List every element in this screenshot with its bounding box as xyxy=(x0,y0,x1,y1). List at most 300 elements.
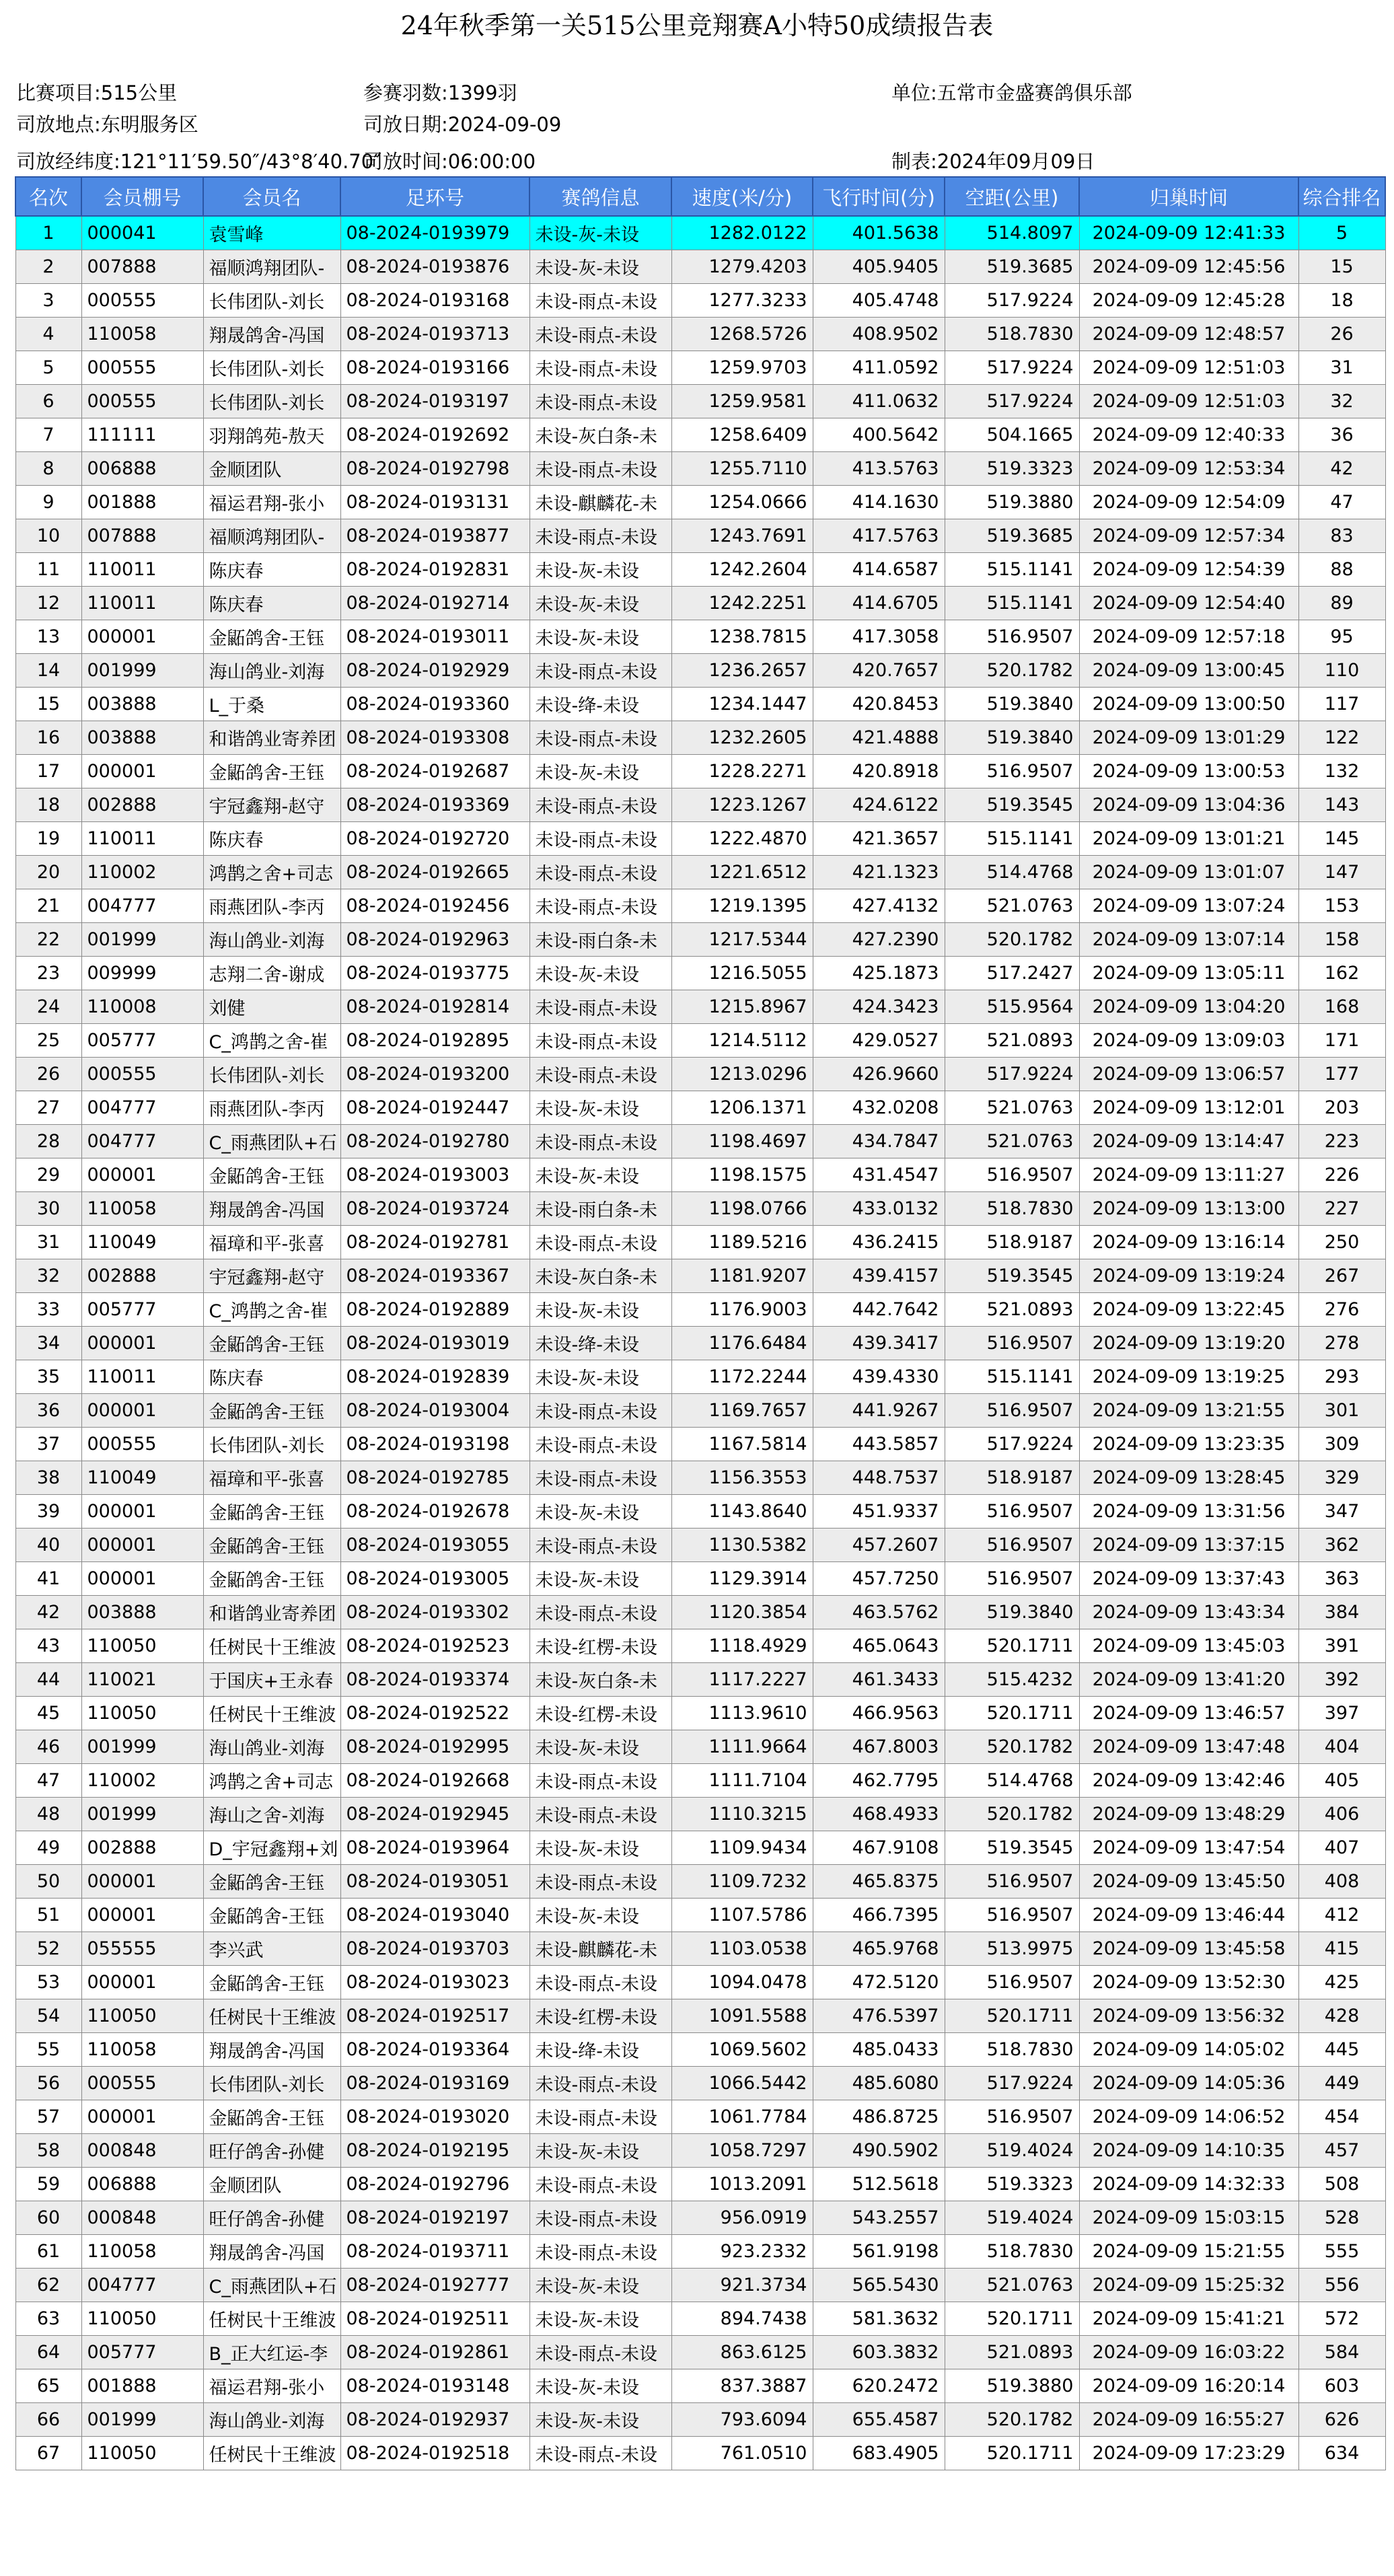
cell-flight-time: 485.0433 xyxy=(813,2032,945,2066)
cell-overall-rank: 223 xyxy=(1298,1124,1385,1158)
cell-rank: 10 xyxy=(15,519,81,552)
table-row xyxy=(15,1292,1385,1326)
cell-rank: 54 xyxy=(15,1999,81,2032)
cell-speed: 1259.9703 xyxy=(671,351,813,384)
cell-flight-time: 465.0643 xyxy=(813,1629,945,1662)
cell-arrival-time: 2024-09-09 13:11:27 xyxy=(1079,1158,1298,1191)
cell-member-name: 海山鸽业-刘海 xyxy=(203,922,340,956)
cell-rank: 60 xyxy=(15,2201,81,2234)
table-row xyxy=(15,1360,1385,1393)
cell-member-name: 翔晟鸽舍-冯国 xyxy=(203,2234,340,2268)
cell-overall-rank: 89 xyxy=(1298,586,1385,620)
cell-arrival-time: 2024-09-09 13:00:50 xyxy=(1079,687,1298,721)
cell-rank: 44 xyxy=(15,1662,81,1696)
cell-bird-info: 未设-灰-未设 xyxy=(529,1831,671,1864)
cell-speed: 1259.9581 xyxy=(671,384,813,418)
cell-rank: 33 xyxy=(15,1292,81,1326)
release-place: 司放地点:东明服务区 xyxy=(16,113,198,136)
cell-flight-time: 451.9337 xyxy=(813,1494,945,1528)
entry-count: 参赛羽数:1399羽 xyxy=(363,81,517,104)
cell-distance: 515.1141 xyxy=(945,586,1079,620)
cell-arrival-time: 2024-09-09 13:31:56 xyxy=(1079,1494,1298,1528)
cell-member-name: 长伟团队-刘长 xyxy=(203,283,340,317)
cell-member-name: 和谐鸽业寄养团 xyxy=(203,721,340,754)
cell-ring-no: 08-2024-0193703 xyxy=(340,1931,529,1965)
cell-distance: 516.9507 xyxy=(945,2100,1079,2133)
cell-loft-no: 004777 xyxy=(81,2268,203,2302)
cell-distance: 519.3323 xyxy=(945,451,1079,485)
cell-bird-info: 未设-雨白条-未 xyxy=(529,1191,671,1225)
cell-ring-no: 08-2024-0193168 xyxy=(340,283,529,317)
cell-speed: 1120.3854 xyxy=(671,1595,813,1629)
cell-bird-info: 未设-灰-未设 xyxy=(529,1158,671,1191)
cell-rank: 27 xyxy=(15,1091,81,1124)
cell-ring-no: 08-2024-0192831 xyxy=(340,552,529,586)
table-row xyxy=(15,1191,1385,1225)
cell-arrival-time: 2024-09-09 12:51:03 xyxy=(1079,351,1298,384)
cell-overall-rank: 47 xyxy=(1298,485,1385,519)
cell-rank: 55 xyxy=(15,2032,81,2066)
cell-overall-rank: 132 xyxy=(1298,754,1385,788)
cell-distance: 520.1711 xyxy=(945,1696,1079,1730)
cell-rank: 59 xyxy=(15,2167,81,2201)
cell-flight-time: 436.2415 xyxy=(813,1225,945,1259)
cell-ring-no: 08-2024-0193198 xyxy=(340,1427,529,1461)
table-row xyxy=(15,1864,1385,1898)
cell-bird-info: 未设-雨点-未设 xyxy=(529,990,671,1023)
cell-overall-rank: 425 xyxy=(1298,1965,1385,1999)
cell-ring-no: 08-2024-0193877 xyxy=(340,519,529,552)
table-row xyxy=(15,2100,1385,2133)
cell-distance: 515.4232 xyxy=(945,1662,1079,1696)
cell-flight-time: 467.8003 xyxy=(813,1730,945,1763)
cell-distance: 519.3545 xyxy=(945,1831,1079,1864)
cell-distance: 519.3840 xyxy=(945,1595,1079,1629)
cell-rank: 24 xyxy=(15,990,81,1023)
cell-overall-rank: 203 xyxy=(1298,1091,1385,1124)
table-row xyxy=(15,956,1385,990)
cell-member-name: 海山鸽业-刘海 xyxy=(203,1730,340,1763)
cell-speed: 1268.5726 xyxy=(671,317,813,351)
cell-member-name: C_鸿鹊之舍-崔 xyxy=(203,1023,340,1057)
cell-flight-time: 467.9108 xyxy=(813,1831,945,1864)
cell-loft-no: 001888 xyxy=(81,485,203,519)
cell-arrival-time: 2024-09-09 13:45:03 xyxy=(1079,1629,1298,1662)
cell-arrival-time: 2024-09-09 13:46:44 xyxy=(1079,1898,1298,1931)
cell-speed: 1216.5055 xyxy=(671,956,813,990)
cell-speed: 1215.8967 xyxy=(671,990,813,1023)
cell-ring-no: 08-2024-0192839 xyxy=(340,1360,529,1393)
cell-rank: 25 xyxy=(15,1023,81,1057)
cell-distance: 517.9224 xyxy=(945,2066,1079,2100)
cell-overall-rank: 26 xyxy=(1298,317,1385,351)
cell-member-name: 福顺鸿翔团队- xyxy=(203,519,340,552)
cell-loft-no: 110002 xyxy=(81,855,203,889)
cell-rank: 36 xyxy=(15,1393,81,1427)
cell-arrival-time: 2024-09-09 15:03:15 xyxy=(1079,2201,1298,2234)
cell-bird-info: 未设-灰-未设 xyxy=(529,1091,671,1124)
cell-distance: 516.9507 xyxy=(945,754,1079,788)
cell-member-name: 金鼫鸽舍-王钰 xyxy=(203,1326,340,1360)
cell-speed: 1234.1447 xyxy=(671,687,813,721)
table-row xyxy=(15,418,1385,451)
cell-loft-no: 004777 xyxy=(81,1124,203,1158)
report-title: 24年秋季第一关515公里竞翔赛A小特50成绩报告表 xyxy=(400,11,994,40)
col-loft-no: 会员棚号 xyxy=(81,177,203,216)
cell-bird-info: 未设-雨点-未设 xyxy=(529,1797,671,1831)
cell-loft-no: 110011 xyxy=(81,1360,203,1393)
cell-rank: 30 xyxy=(15,1191,81,1225)
cell-rank: 50 xyxy=(15,1864,81,1898)
cell-overall-rank: 301 xyxy=(1298,1393,1385,1427)
cell-overall-rank: 384 xyxy=(1298,1595,1385,1629)
cell-overall-rank: 250 xyxy=(1298,1225,1385,1259)
cell-ring-no: 08-2024-0193302 xyxy=(340,1595,529,1629)
cell-member-name: 宇冠鑫翔-赵守 xyxy=(203,788,340,821)
cell-arrival-time: 2024-09-09 13:21:55 xyxy=(1079,1393,1298,1427)
cell-member-name: 雨燕团队-李丙 xyxy=(203,1091,340,1124)
cell-member-name: 陈庆春 xyxy=(203,586,340,620)
cell-loft-no: 003888 xyxy=(81,1595,203,1629)
cell-distance: 519.3685 xyxy=(945,519,1079,552)
cell-flight-time: 425.1873 xyxy=(813,956,945,990)
cell-arrival-time: 2024-09-09 13:37:15 xyxy=(1079,1528,1298,1561)
table-row xyxy=(15,1931,1385,1965)
cell-flight-time: 441.9267 xyxy=(813,1393,945,1427)
cell-bird-info: 未设-雨点-未设 xyxy=(529,1124,671,1158)
cell-bird-info: 未设-灰-未设 xyxy=(529,1360,671,1393)
cell-bird-info: 未设-灰-未设 xyxy=(529,620,671,653)
table-row xyxy=(15,620,1385,653)
cell-distance: 520.1782 xyxy=(945,2402,1079,2436)
cell-flight-time: 431.4547 xyxy=(813,1158,945,1191)
table-row xyxy=(15,519,1385,552)
cell-distance: 519.3545 xyxy=(945,1259,1079,1292)
cell-bird-info: 未设-灰-未设 xyxy=(529,1292,671,1326)
cell-member-name: 金鼫鸽舍-王钰 xyxy=(203,1864,340,1898)
cell-ring-no: 08-2024-0192197 xyxy=(340,2201,529,2234)
cell-flight-time: 476.5397 xyxy=(813,1999,945,2032)
cell-ring-no: 08-2024-0192814 xyxy=(340,990,529,1023)
cell-flight-time: 561.9198 xyxy=(813,2234,945,2268)
cell-bird-info: 未设-灰-未设 xyxy=(529,250,671,283)
cell-loft-no: 000001 xyxy=(81,1393,203,1427)
cell-member-name: 陈庆春 xyxy=(203,552,340,586)
cell-flight-time: 603.3832 xyxy=(813,2335,945,2369)
cell-member-name: 金鼫鸽舍-王钰 xyxy=(203,754,340,788)
cell-arrival-time: 2024-09-09 13:52:30 xyxy=(1079,1965,1298,1999)
cell-member-name: 雨燕团队-李丙 xyxy=(203,889,340,922)
table-row xyxy=(15,2436,1385,2470)
cell-ring-no: 08-2024-0193876 xyxy=(340,250,529,283)
cell-overall-rank: 449 xyxy=(1298,2066,1385,2100)
cell-speed: 1242.2604 xyxy=(671,552,813,586)
cell-flight-time: 655.4587 xyxy=(813,2402,945,2436)
cell-arrival-time: 2024-09-09 12:40:33 xyxy=(1079,418,1298,451)
cell-speed: 1236.2657 xyxy=(671,653,813,687)
cell-bird-info: 未设-灰-未设 xyxy=(529,2369,671,2402)
cell-overall-rank: 110 xyxy=(1298,653,1385,687)
cell-rank: 64 xyxy=(15,2335,81,2369)
cell-overall-rank: 457 xyxy=(1298,2133,1385,2167)
cell-ring-no: 08-2024-0193367 xyxy=(340,1259,529,1292)
table-row xyxy=(15,653,1385,687)
cell-ring-no: 08-2024-0192518 xyxy=(340,2436,529,2470)
cell-loft-no: 003888 xyxy=(81,687,203,721)
cell-member-name: 金鼫鸽舍-王钰 xyxy=(203,1494,340,1528)
cell-rank: 61 xyxy=(15,2234,81,2268)
cell-overall-rank: 5 xyxy=(1298,216,1385,250)
cell-speed: 1143.8640 xyxy=(671,1494,813,1528)
cell-flight-time: 411.0592 xyxy=(813,351,945,384)
cell-rank: 34 xyxy=(15,1326,81,1360)
cell-loft-no: 055555 xyxy=(81,1931,203,1965)
cell-flight-time: 442.7642 xyxy=(813,1292,945,1326)
cell-bird-info: 未设-雨点-未设 xyxy=(529,1023,671,1057)
cell-speed: 837.3887 xyxy=(671,2369,813,2402)
cell-flight-time: 405.4748 xyxy=(813,283,945,317)
cell-arrival-time: 2024-09-09 14:10:35 xyxy=(1079,2133,1298,2167)
table-row xyxy=(15,2133,1385,2167)
cell-distance: 521.0763 xyxy=(945,1091,1079,1124)
cell-member-name: 任树民十王维波 xyxy=(203,1696,340,1730)
cell-speed: 1110.3215 xyxy=(671,1797,813,1831)
cell-arrival-time: 2024-09-09 13:45:50 xyxy=(1079,1864,1298,1898)
cell-member-name: 福璋和平-张喜 xyxy=(203,1225,340,1259)
cell-loft-no: 000001 xyxy=(81,620,203,653)
cell-rank: 7 xyxy=(15,418,81,451)
cell-flight-time: 420.8918 xyxy=(813,754,945,788)
cell-loft-no: 110011 xyxy=(81,821,203,855)
cell-flight-time: 427.2390 xyxy=(813,922,945,956)
cell-speed: 1013.2091 xyxy=(671,2167,813,2201)
cell-arrival-time: 2024-09-09 13:56:32 xyxy=(1079,1999,1298,2032)
cell-rank: 23 xyxy=(15,956,81,990)
cell-loft-no: 000555 xyxy=(81,283,203,317)
cell-speed: 1219.1395 xyxy=(671,889,813,922)
cell-ring-no: 08-2024-0193004 xyxy=(340,1393,529,1427)
cell-distance: 518.9187 xyxy=(945,1225,1079,1259)
cell-speed: 1061.7784 xyxy=(671,2100,813,2133)
cell-speed: 1238.7815 xyxy=(671,620,813,653)
cell-speed: 1222.4870 xyxy=(671,821,813,855)
cell-rank: 65 xyxy=(15,2369,81,2402)
cell-speed: 1232.2605 xyxy=(671,721,813,754)
cell-member-name: D_宇冠鑫翔+刘 xyxy=(203,1831,340,1864)
cell-rank: 3 xyxy=(15,283,81,317)
cell-overall-rank: 309 xyxy=(1298,1427,1385,1461)
cell-loft-no: 110058 xyxy=(81,2032,203,2066)
cell-arrival-time: 2024-09-09 13:12:01 xyxy=(1079,1091,1298,1124)
table-row xyxy=(15,1629,1385,1662)
cell-ring-no: 08-2024-0192798 xyxy=(340,451,529,485)
cell-overall-rank: 158 xyxy=(1298,922,1385,956)
cell-arrival-time: 2024-09-09 12:53:34 xyxy=(1079,451,1298,485)
cell-member-name: 福运君翔-张小 xyxy=(203,485,340,519)
cell-overall-rank: 226 xyxy=(1298,1158,1385,1191)
cell-speed: 1176.9003 xyxy=(671,1292,813,1326)
cell-member-name: 陈庆春 xyxy=(203,1360,340,1393)
cell-ring-no: 08-2024-0192517 xyxy=(340,1999,529,2032)
cell-distance: 519.3880 xyxy=(945,485,1079,519)
table-row xyxy=(15,1999,1385,2032)
col-bird-info: 赛鸽信息 xyxy=(529,177,671,216)
cell-rank: 40 xyxy=(15,1528,81,1561)
cell-loft-no: 110050 xyxy=(81,1696,203,1730)
cell-ring-no: 08-2024-0193019 xyxy=(340,1326,529,1360)
cell-bird-info: 未设-雨点-未设 xyxy=(529,451,671,485)
table-row xyxy=(15,1124,1385,1158)
cell-member-name: 翔晟鸽舍-冯国 xyxy=(203,1191,340,1225)
table-row xyxy=(15,2402,1385,2436)
cell-overall-rank: 162 xyxy=(1298,956,1385,990)
cell-speed: 1169.7657 xyxy=(671,1393,813,1427)
cell-bird-info: 未设-雨点-未设 xyxy=(529,384,671,418)
cell-member-name: 金鼫鸽舍-王钰 xyxy=(203,1158,340,1191)
cell-speed: 863.6125 xyxy=(671,2335,813,2369)
cell-overall-rank: 397 xyxy=(1298,1696,1385,1730)
cell-rank: 21 xyxy=(15,889,81,922)
cell-overall-rank: 145 xyxy=(1298,821,1385,855)
cell-rank: 62 xyxy=(15,2268,81,2302)
cell-rank: 2 xyxy=(15,250,81,283)
cell-overall-rank: 391 xyxy=(1298,1629,1385,1662)
cell-distance: 516.9507 xyxy=(945,1965,1079,1999)
table-row xyxy=(15,2302,1385,2335)
cell-member-name: 鸿鹊之舍+司志 xyxy=(203,855,340,889)
cell-speed: 1255.7110 xyxy=(671,451,813,485)
cell-arrival-time: 2024-09-09 13:14:47 xyxy=(1079,1124,1298,1158)
cell-distance: 519.3323 xyxy=(945,2167,1079,2201)
cell-distance: 519.3545 xyxy=(945,788,1079,821)
cell-flight-time: 457.7250 xyxy=(813,1561,945,1595)
cell-loft-no: 110011 xyxy=(81,552,203,586)
cell-bird-info: 未设-红楞-未设 xyxy=(529,1999,671,2032)
cell-flight-time: 421.1323 xyxy=(813,855,945,889)
cell-arrival-time: 2024-09-09 14:32:33 xyxy=(1079,2167,1298,2201)
cell-arrival-time: 2024-09-09 13:23:35 xyxy=(1079,1427,1298,1461)
cell-overall-rank: 32 xyxy=(1298,384,1385,418)
cell-loft-no: 000001 xyxy=(81,754,203,788)
cell-flight-time: 429.0527 xyxy=(813,1023,945,1057)
cell-loft-no: 004777 xyxy=(81,889,203,922)
cell-overall-rank: 555 xyxy=(1298,2234,1385,2268)
table-row xyxy=(15,1797,1385,1831)
cell-distance: 514.8097 xyxy=(945,216,1079,250)
cell-distance: 520.1711 xyxy=(945,2436,1079,2470)
cell-flight-time: 426.9660 xyxy=(813,1057,945,1091)
cell-flight-time: 443.5857 xyxy=(813,1427,945,1461)
cell-speed: 1198.4697 xyxy=(671,1124,813,1158)
cell-bird-info: 未设-雨点-未设 xyxy=(529,855,671,889)
cell-overall-rank: 122 xyxy=(1298,721,1385,754)
cell-speed: 1221.6512 xyxy=(671,855,813,889)
cell-overall-rank: 584 xyxy=(1298,2335,1385,2369)
col-arrival-time: 归巢时间 xyxy=(1079,177,1298,216)
cell-rank: 32 xyxy=(15,1259,81,1292)
cell-overall-rank: 117 xyxy=(1298,687,1385,721)
table-row xyxy=(15,351,1385,384)
cell-ring-no: 08-2024-0192895 xyxy=(340,1023,529,1057)
cell-flight-time: 417.5763 xyxy=(813,519,945,552)
cell-bird-info: 未设-雨点-未设 xyxy=(529,1225,671,1259)
cell-rank: 14 xyxy=(15,653,81,687)
table-row xyxy=(15,1831,1385,1864)
cell-loft-no: 009999 xyxy=(81,956,203,990)
cell-overall-rank: 171 xyxy=(1298,1023,1385,1057)
cell-distance: 519.3880 xyxy=(945,2369,1079,2402)
cell-arrival-time: 2024-09-09 16:03:22 xyxy=(1079,2335,1298,2369)
cell-member-name: 长伟团队-刘长 xyxy=(203,351,340,384)
cell-bird-info: 未设-雨点-未设 xyxy=(529,283,671,317)
col-overall-rank: 综合排名 xyxy=(1298,177,1385,216)
table-row xyxy=(15,2234,1385,2268)
cell-flight-time: 490.5902 xyxy=(813,2133,945,2167)
cell-bird-info: 未设-雨点-未设 xyxy=(529,351,671,384)
cell-bird-info: 未设-灰白条-未 xyxy=(529,1259,671,1292)
cell-flight-time: 466.9563 xyxy=(813,1696,945,1730)
cell-ring-no: 08-2024-0193308 xyxy=(340,721,529,754)
cell-arrival-time: 2024-09-09 14:05:02 xyxy=(1079,2032,1298,2066)
cell-ring-no: 08-2024-0192785 xyxy=(340,1461,529,1494)
cell-arrival-time: 2024-09-09 12:45:56 xyxy=(1079,250,1298,283)
cell-loft-no: 000555 xyxy=(81,351,203,384)
cell-arrival-time: 2024-09-09 13:19:25 xyxy=(1079,1360,1298,1393)
cell-member-name: 金顺团队 xyxy=(203,451,340,485)
cell-member-name: 金鼫鸽舍-王钰 xyxy=(203,1528,340,1561)
cell-flight-time: 468.4933 xyxy=(813,1797,945,1831)
cell-ring-no: 08-2024-0193055 xyxy=(340,1528,529,1561)
cell-rank: 28 xyxy=(15,1124,81,1158)
cell-loft-no: 000001 xyxy=(81,2100,203,2133)
cell-rank: 16 xyxy=(15,721,81,754)
cell-flight-time: 401.5638 xyxy=(813,216,945,250)
cell-distance: 516.9507 xyxy=(945,620,1079,653)
cell-rank: 63 xyxy=(15,2302,81,2335)
cell-member-name: 刘健 xyxy=(203,990,340,1023)
table-row xyxy=(15,2268,1385,2302)
cell-overall-rank: 404 xyxy=(1298,1730,1385,1763)
cell-flight-time: 408.9502 xyxy=(813,317,945,351)
cell-bird-info: 未设-灰-未设 xyxy=(529,754,671,788)
cell-bird-info: 未设-雨点-未设 xyxy=(529,519,671,552)
cell-ring-no: 08-2024-0192692 xyxy=(340,418,529,451)
cell-overall-rank: 392 xyxy=(1298,1662,1385,1696)
cell-flight-time: 414.6587 xyxy=(813,552,945,586)
cell-overall-rank: 362 xyxy=(1298,1528,1385,1561)
cell-member-name: B_正大红运-李 xyxy=(203,2335,340,2369)
cell-loft-no: 110011 xyxy=(81,586,203,620)
cell-loft-no: 000555 xyxy=(81,384,203,418)
cell-speed: 1109.9434 xyxy=(671,1831,813,1864)
cell-speed: 1223.1267 xyxy=(671,788,813,821)
release-coordinates: 司放经纬度:121°11′59.50″/43°8′40.70″ xyxy=(16,150,381,173)
cell-bird-info: 未设-雨点-未设 xyxy=(529,821,671,855)
cell-overall-rank: 168 xyxy=(1298,990,1385,1023)
table-row xyxy=(15,1023,1385,1057)
cell-loft-no: 002888 xyxy=(81,1831,203,1864)
table-row xyxy=(15,1393,1385,1427)
cell-speed: 1107.5786 xyxy=(671,1898,813,1931)
cell-speed: 1069.5602 xyxy=(671,2032,813,2066)
cell-loft-no: 000001 xyxy=(81,1528,203,1561)
cell-overall-rank: 276 xyxy=(1298,1292,1385,1326)
cell-loft-no: 006888 xyxy=(81,451,203,485)
cell-member-name: 任树民十王维波 xyxy=(203,2436,340,2470)
cell-distance: 518.9187 xyxy=(945,1461,1079,1494)
cell-arrival-time: 2024-09-09 13:41:20 xyxy=(1079,1662,1298,1696)
cell-member-name: 志翔二舍-谢成 xyxy=(203,956,340,990)
